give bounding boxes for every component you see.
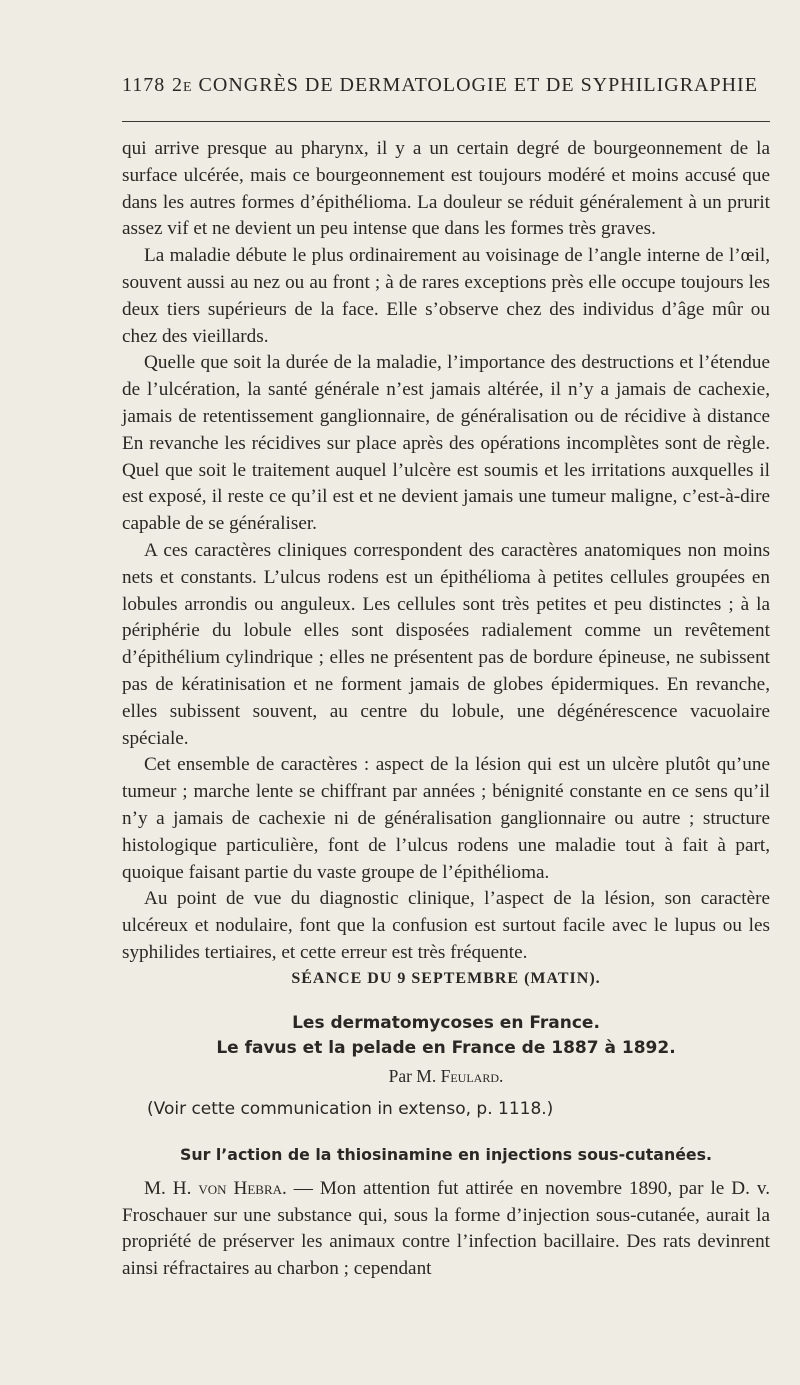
- paragraph-4: A ces caractères cliniques correspondent des caractères anatomiques non moins nets et constants. L’ulcus rodens est un épithélioma à petites cellules groupées en lobules arrondis ou anguleux. Les cellules sont très petites et peu distinctes ; à la périphérie du lobule elles sont disposées radialement comme un revêtement d’épithélium cylindrique ; elles ne présentent pas de bordure épineuse, ne subissent pas de kératinisation et ne forment jamais de globes épidermiques. En revanche, elles subissent souvent, au centre du lobule, une dégénérescence vacuolaire spéciale.: [122, 539, 770, 749]
- running-title: 2e CONGRÈS DE DERMATOLOGIE ET DE SYPHILIGRAPHIE: [172, 74, 758, 96]
- main-text: [122, 136, 770, 967]
- byline-prefix: Par M.: [388, 1066, 437, 1086]
- paragraph-6: Au point de vue du diagnostic clinique, l’aspect de la lésion, son caractère ulcéreux et nodulaire, font que la confusion est surtout facile avec le lupus ou les syphilides tertiaires, et cette erreur est très fréquente.: [122, 888, 770, 963]
- article-2-speaker: M. H. von Hebra.: [144, 1178, 287, 1199]
- paragraph-2: La maladie débute le plus ordinairement au voisinage de l’angle interne de l’œil, souvent aussi au nez ou au front ; à de rares exceptions près elle occupe toujours les deux tiers supérieurs de la face. Elle s’observe chez des individus d’âge mûr ou chez des vieillards.: [122, 245, 770, 347]
- running-head: [122, 74, 770, 97]
- article-1-title-line-1: Les dermatomycoses en France.: [292, 1013, 600, 1033]
- header-rule: [122, 121, 770, 122]
- paragraph-3: Quelle que soit la durée de la maladie, l’importance des destructions et l’étendue de l’ulcération, la santé générale n’est jamais altérée, il n’y a jamais de cachexie, jamais de retentissement ganglionnaire, de généralisation ou de récidive à distance En revanche les récidives sur place après des opérations incomplètes sont de règle. Quel que soit le traitement auquel l’ulcère est soumis et les irritations auxquelles il est exposé, il reste ce qu’il est et ne devient jamais une tumeur maligne, c’est-à-dire capable de se généraliser.: [122, 352, 770, 535]
- article-2-title: Sur l’action de la thiosinamine en injections sous-cutanées.: [179, 1145, 713, 1164]
- page-number: 1178: [122, 74, 166, 96]
- byline-author: Feulard.: [440, 1066, 504, 1086]
- article-2-body: [122, 1176, 770, 1282]
- article-1-note: (Voir cette communication in extenso, p. 1118.): [147, 1099, 554, 1119]
- article-1-byline: [122, 1066, 770, 1087]
- article-1-title-line-2: Le favus et la pelade en France de 1887 à 1892.: [216, 1038, 676, 1058]
- article-1-title: [122, 1011, 770, 1061]
- paragraph-1: qui arrive presque au pharynx, il y a un certain degré de bourgeonnement de la surface ulcérée, mais ce bourgeonnement est toujours modéré et moins accusé que dans les autres formes d’épithélioma. La douleur se réduit généralement à un prurit assez vif et ne devient un peu intense que dans les formes très graves.: [122, 138, 770, 240]
- article-2-paragraph: [122, 1176, 770, 1282]
- article-2-text: — Mon attention fut attirée en novembre 1890, par le D. v. Froschauer sur une substance qui, sous la forme d’injection sous-cutanée, aurait la propriété de préserver les animaux contre l’infection bacillaire. Des rats devinrent ainsi réfractaires au charbon ; cependant: [122, 1178, 770, 1279]
- paragraph-5: Cet ensemble de caractères : aspect de la lésion qui est un ulcère plutôt qu’une tumeur ; marche lente se chiffrant par années ; bénignité constante en ce sens qu’il n’y a jamais de cachexie ni de généralisation ganglionnaire ou autre ; structure histologique particulière, font de l’ulcus rodens une maladie tout à fait à part, quoique faisant partie du vaste groupe de l’épithélioma.: [122, 754, 770, 883]
- session-heading: SÉANCE DU 9 SEPTEMBRE (MATIN).: [291, 970, 601, 987]
